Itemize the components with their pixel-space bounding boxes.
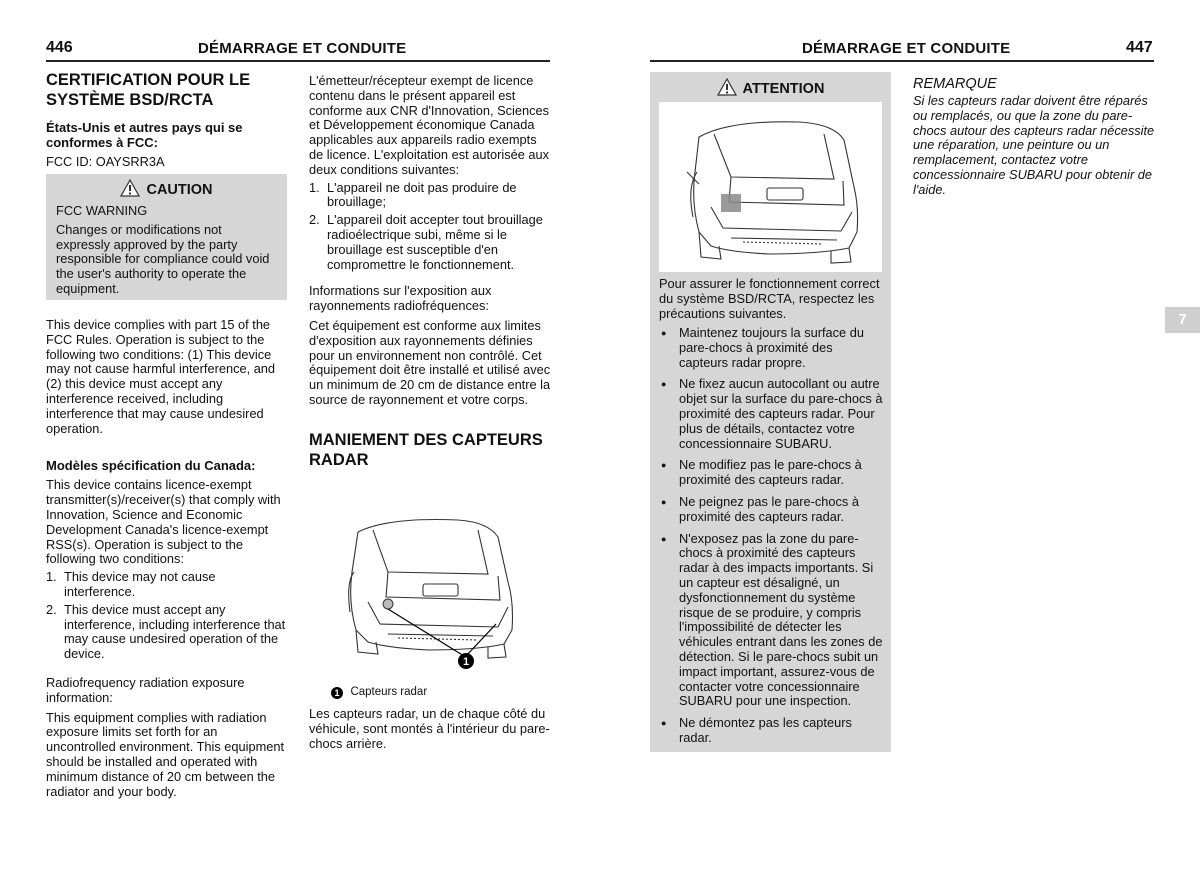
section-title-radar: MANIEMENT DES CAPTEURS RADAR (309, 430, 543, 469)
figure-callout-number: 1 (462, 656, 470, 668)
list-item: ● Ne modifiez pas le pare-chocs à proximité des capteurs radar. (659, 458, 883, 488)
attention-bullet-list (659, 326, 883, 753)
attention-figure (659, 102, 882, 272)
list-item: ● Maintenez toujours la surface du pare-chocs à proximité des capteurs radar propre. (659, 326, 883, 370)
compliance-text: This device complies with part 15 of the FCC Rules. Operation is subject to the following two conditions: (1) This device may not cause harmful interference, and (2) this device must accept any interference received, including interference that may cause undesired operation. (46, 317, 276, 436)
caution-title: CAUTION (146, 182, 213, 198)
list-item (309, 213, 553, 272)
caution-title-row (46, 179, 287, 198)
car-rear-illustration (328, 512, 528, 672)
section-title-certification: CERTIFICATION POUR LE SYSTÈME BSD/RCTA (46, 71, 251, 109)
page-number-right: 447 (1126, 39, 1153, 56)
radar-body-text: Les capteurs radar, un de chaque côté du véhicule, sont montés à l'intérieur du pare-chocs arrière. (309, 706, 550, 751)
list-item: ● Ne peignez pas le pare-chocs à proximité des capteurs radar. (659, 495, 883, 525)
attention-box (650, 72, 891, 752)
warning-triangle-icon (120, 179, 140, 197)
caution-subtitle: FCC WARNING (56, 203, 148, 218)
header-rule-left (46, 60, 550, 62)
figure-caption (331, 682, 427, 700)
attention-intro: Pour assurer le fonctionnement correct du système BSD/RCTA, respectez les précautions suivantes. (659, 276, 880, 321)
list-text: L'appareil ne doit pas produire de brouillage; (327, 179, 517, 210)
rf-info-fr: Informations sur l'exposition aux rayonnements radiofréquences: (309, 283, 492, 314)
page-number-left: 446 (46, 39, 73, 56)
left-column-2 (309, 74, 553, 470)
header-rule-right (650, 60, 1154, 62)
fcc-id: FCC ID: OAYSRR3A (46, 154, 165, 169)
list-item (46, 570, 290, 600)
car-rear-sensor-illustration (659, 102, 882, 272)
running-header-left: DÉMARRAGE ET CONDUITE (198, 40, 407, 57)
caution-box (46, 174, 287, 300)
list-number: 1. (309, 179, 320, 195)
list-number: 2. (309, 212, 320, 228)
attention-title-row (650, 78, 891, 97)
caution-text: Changes or modifications not expressly approved by the party responsible for compliance could void the user's authority to operate the equipment. (56, 221, 270, 296)
us-heading: États-Unis et autres pays qui se conformes à FCC: (46, 120, 243, 150)
rf-text-fr: Cet équipement est conforme aux limites d'exposition aux rayonnements définies pour un environnement non contrôlé. Cet équipement doit être installé et utilisé avec un minimum de 20 cm de distance entre la source de rayonnement et votre corps. (309, 317, 551, 407)
list-number: 1. (46, 569, 57, 585)
remark-title: REMARQUE (913, 76, 997, 92)
canada-text: This device contains licence-exempt transmitter(s)/receiver(s) that comply with Innovation, Science and Economic Development Canada's licence-exempt RSS(s). Operation is subject to the following two conditions: (46, 477, 281, 567)
chapter-tab: 7 (1165, 307, 1200, 333)
remark-text: Si les capteurs radar doivent être réparés ou remplacés, ou que la zone du pare-chocs autour des capteurs radar nécessite une réparation, une peinture ou un remplacement, contactez votre concessionnaire SUBARU pour obtenir de l'aide. (913, 93, 1155, 197)
list-item (46, 603, 290, 662)
left-column-1 (46, 70, 288, 170)
rf-heading: Radiofrequency radiation exposure information: (46, 674, 245, 705)
running-header-right: DÉMARRAGE ET CONDUITE (802, 40, 1011, 57)
caption-text: Capteurs radar (350, 686, 428, 698)
list-number: 2. (46, 601, 57, 617)
remark-block (913, 76, 1158, 198)
list-item: ● Ne démontez pas les capteurs radar. (659, 716, 883, 746)
list-text: This device must accept any interference, including interference that may cause undesired operation of the device. (64, 601, 286, 662)
list-item: ● Ne fixez aucun autocollant ou autre objet sur la surface du pare-chocs à proximité des capteurs radar. Pour plus de détails, contactez votre concessionnaire SUBARU. (659, 377, 883, 451)
caption-callout-number: 1 (331, 687, 343, 699)
canada-list-fr (309, 181, 553, 273)
canada-heading: Modèles spécification du Canada: (46, 458, 256, 474)
list-text: L'appareil doit accepter tout brouillage radioélectrique subi, même si le brouillage est susceptible d'en compromettre le fonctionnement. (327, 212, 543, 272)
list-item (309, 181, 553, 211)
left-column-1-lower (46, 318, 290, 799)
list-item: ● N'exposez pas la zone du pare-chocs à proximité des capteurs radar à des impacts importants. Si un capteur est désaligné, un dysfonctionnement du système risque de se produire, y compris l'impossibilité de détecter les véhicules entrant dans les zones de détection. Si le pare-chocs subit un impact important, assurez-vous de contacter votre concessionnaire SUBARU pour une inspection. (659, 532, 883, 710)
warning-triangle-icon (717, 78, 737, 96)
canada-intro-fr: L'émetteur/récepteur exempt de licence contenu dans le présent appareil est conforme aux CNR d'Innovation, Sciences et Développement économique Canada applicables aux appareils radio exempts de licence. L'exploitation est autorisée aux deux conditions suivantes: (309, 73, 550, 177)
canada-list (46, 570, 290, 662)
rf-text: This equipment complies with radiation exposure limits set forth for an uncontrolled environment. This equipment should be installed and operated with minimum distance of 20 cm between the radiator and your body. (46, 709, 285, 799)
list-text: This device may not cause interference. (64, 569, 216, 599)
attention-title: ATTENTION (742, 81, 825, 97)
